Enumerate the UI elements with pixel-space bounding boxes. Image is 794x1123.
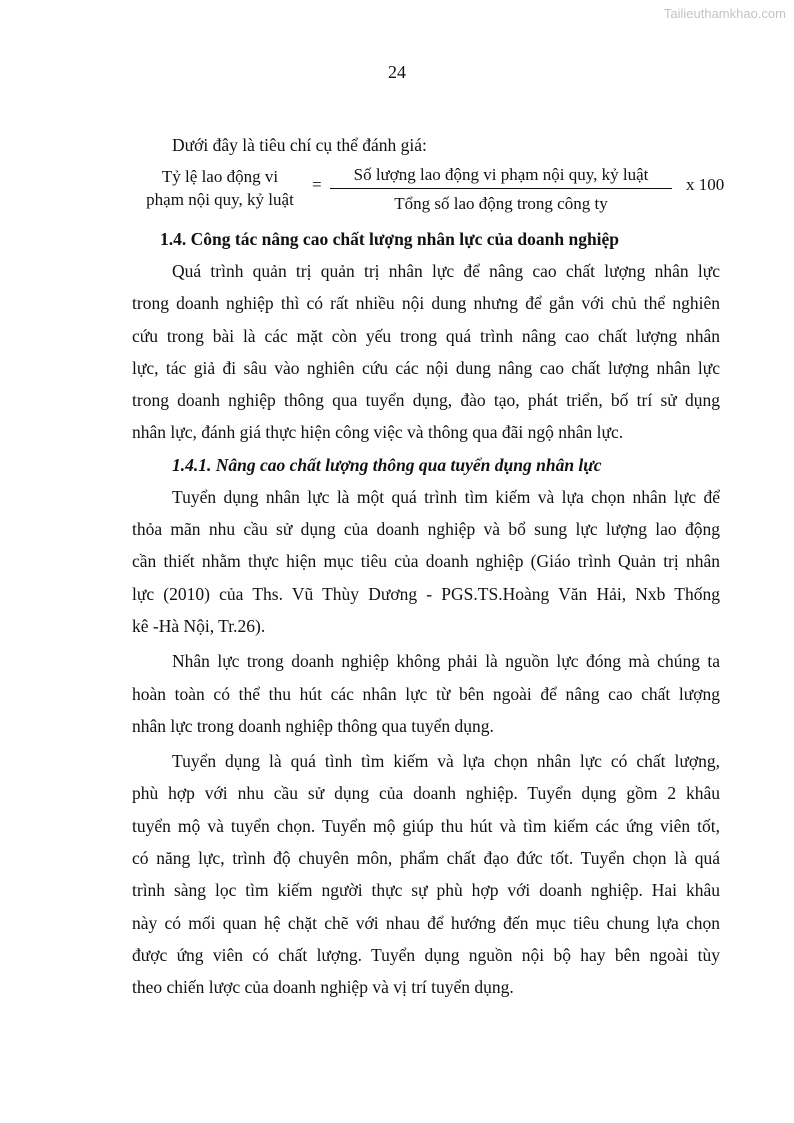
formula-lhs-line-1: Tỷ lệ lao động vi [161, 167, 279, 186]
paragraph-line: này có mối quan hệ chặt chẽ với nhau để hướng đến mục tiêu chung lựa chọn [132, 912, 720, 933]
paragraph-line: trong doanh nghiệp thông qua tuyển dụng, đào tạo, phát triển, bố trí sử dụng [132, 390, 720, 411]
paragraph-line: thỏa mãn nhu cầu sử dụng của doanh nghiệp và bổ sung lực lượng lao động [132, 519, 720, 540]
paragraph-line: Nhân lực trong doanh nghiệp không phải là nguồn lực đóng mà chúng ta [172, 651, 720, 672]
page-number: 24 [388, 62, 406, 82]
paragraph-line: Quá trình quản trị quản trị nhân lực để nâng cao chất lượng nhân lực [172, 261, 720, 281]
paragraph-line: cứu trong bài là các mặt còn yếu trong quá trình nâng cao chất lượng nhân [132, 325, 720, 346]
intro-text: Dưới đây là tiêu chí cụ thể đánh giá: [172, 135, 427, 155]
formula-denominator: Tổng số lao động trong công ty [394, 194, 608, 213]
paragraph-line: lực, tác giả đi sâu vào nghiên cứu các nội dung nâng cao chất lượng nhân lực [132, 357, 720, 378]
paragraph-1 [132, 481, 720, 642]
paragraph-3 [132, 745, 720, 1003]
paragraph-line: phù hợp với nhu cầu sử dụng của doanh nghiệp. Tuyển dụng gồm 2 khâu [132, 783, 720, 804]
paragraph-line: Tuyển dụng là quá tình tìm kiếm và lựa chọn nhân lực có chất lượng, [172, 751, 720, 772]
paragraph-line: lực (2010) của Ths. Vũ Thùy Dương - PGS.TS.Hoàng Văn Hải, Nxb Thống [132, 583, 720, 604]
formula-lhs [135, 165, 305, 211]
section-heading: 1.4. Công tác nâng cao chất lượng nhân lực của doanh nghiệp [160, 229, 620, 249]
paragraph-line: trong doanh nghiệp thì có rất nhiều nội dung nhưng để gắn với chủ thể nghiên [132, 293, 720, 314]
paragraph-line: Tuyển dụng nhân lực là một quá trình tìm kiếm và lựa chọn nhân lực để [172, 486, 720, 507]
paragraph-line: kê -Hà Nội, Tr.26). [132, 615, 266, 636]
paragraph-line: nhân lực, đánh giá thực hiện công việc và thông qua đãi ngộ nhân lực. [132, 422, 624, 443]
watermark: Tailieuthamkhao.com [663, 6, 786, 21]
formula-multiplier: x 100 [686, 175, 725, 194]
paragraph-line: trình sàng lọc tìm kiếm người thực sự phù hợp với doanh nghiệp. Hai khâu [132, 880, 720, 901]
paragraph-line: cần thiết nhằm thực hiện mục tiêu của doanh nghiệp (Giáo trình Quản trị nhân [132, 551, 720, 572]
formula-equals: = [312, 175, 322, 194]
subsection-heading: 1.4.1. Nâng cao chất lượng thông qua tuyển dụng nhân lực [172, 454, 602, 475]
paragraph-line: theo chiến lược của doanh nghiệp và vị trí tuyển dụng. [132, 977, 514, 998]
paragraph-line: được ứng viên có chất lượng. Tuyển dụng nguồn nội bộ hay bên ngoài tùy [132, 944, 720, 965]
formula-lhs-line-2: phạm nội quy, kỷ luật [146, 190, 294, 209]
paragraph-line: nhân lực trong doanh nghiệp thông qua tuyển dụng. [132, 715, 494, 736]
formula [0, 161, 794, 223]
formula-fraction [330, 161, 672, 217]
paragraph-line: hoàn toàn có thể thu hút các nhân lực từ bên ngoài để nâng cao chất lượng [132, 683, 720, 704]
page-content [132, 129, 725, 1004]
formula-numerator: Số lượng lao động vi phạm nội quy, kỷ luật [330, 161, 672, 189]
paragraph-line: có năng lực, trình độ chuyên môn, phẩm chất đạo đức tốt. Tuyển chọn là quá [132, 848, 720, 869]
paragraph-line: tuyển mộ và tuyển chọn. Tuyển mộ giúp thu hút và tìm kiếm các ứng viên tốt, [132, 815, 720, 836]
section-paragraph [132, 255, 720, 449]
paragraph-2 [132, 645, 720, 742]
